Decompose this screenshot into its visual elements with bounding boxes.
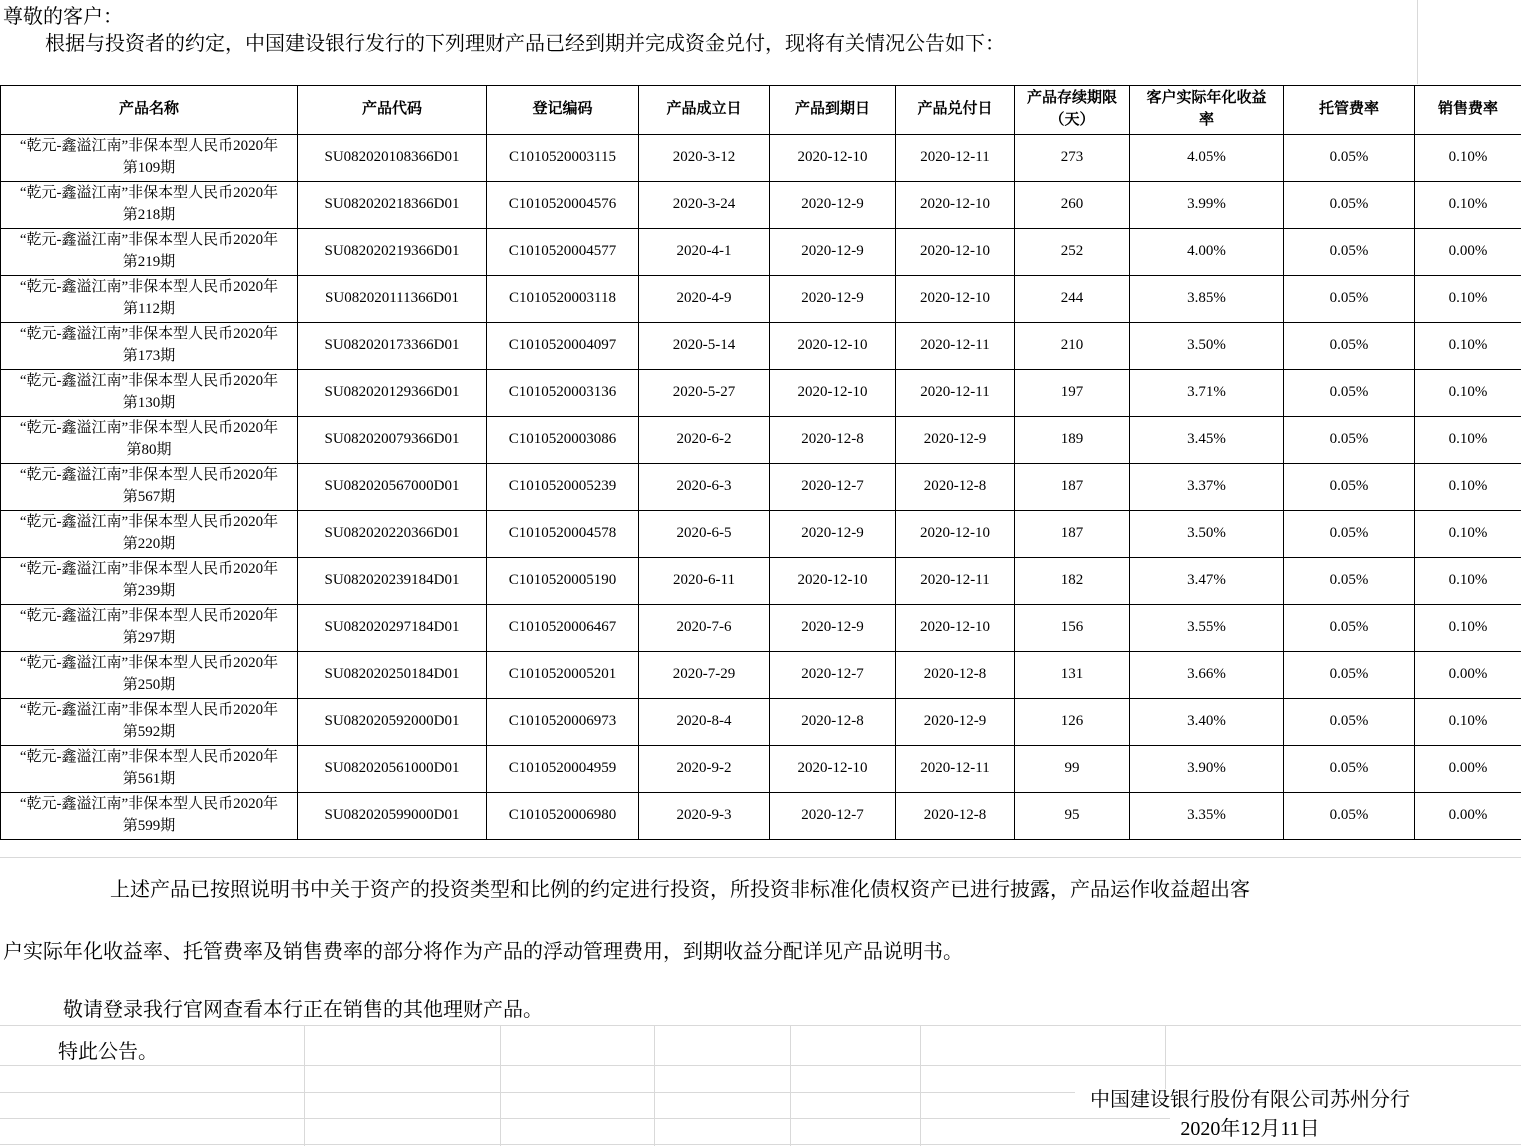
col-header-product-code: 产品代码 [298,86,487,135]
cell-annualized-yield: 4.00% [1130,229,1284,276]
cell-product-name: “乾元-鑫溢江南”非保本型人民币2020年 第239期 [1,558,298,605]
cell-start-date: 2020-5-27 [639,370,770,417]
cell-custody-fee: 0.05% [1284,464,1415,511]
cell-maturity-date: 2020-12-7 [770,464,896,511]
cell-product-code: SU082020219366D01 [298,229,487,276]
cell-custody-fee: 0.05% [1284,276,1415,323]
cell-product-name: “乾元-鑫溢江南”非保本型人民币2020年 第80期 [1,417,298,464]
cell-registration-code: C1010520005239 [487,464,639,511]
table-row [1,182,1521,229]
table-row [1,746,1521,793]
gridline [0,1144,1521,1145]
cell-maturity-date: 2020-12-10 [770,370,896,417]
cell-duration-days: 210 [1015,323,1130,370]
cell-payment-date: 2020-12-10 [896,511,1015,558]
cell-maturity-date: 2020-12-9 [770,229,896,276]
table-row [1,652,1521,699]
cell-duration-days: 187 [1015,511,1130,558]
cell-product-name: “乾元-鑫溢江南”非保本型人民币2020年 第297期 [1,605,298,652]
cell-custody-fee: 0.05% [1284,135,1415,182]
cell-start-date: 2020-4-9 [639,276,770,323]
table-row [1,558,1521,605]
cell-duration-days: 99 [1015,746,1130,793]
salutation: 尊敬的客户： [3,6,123,28]
table-row [1,323,1521,370]
cell-payment-date: 2020-12-8 [896,464,1015,511]
cell-payment-date: 2020-12-11 [896,558,1015,605]
col-header-payment-date: 产品兑付日 [896,86,1015,135]
cell-payment-date: 2020-12-9 [896,699,1015,746]
cell-product-code: SU082020220366D01 [298,511,487,558]
cell-product-code: SU082020129366D01 [298,370,487,417]
gridline [0,1025,1521,1026]
table-body [1,135,1521,840]
cell-custody-fee: 0.05% [1284,558,1415,605]
cell-product-code: SU082020239184D01 [298,558,487,605]
cell-annualized-yield: 3.66% [1130,652,1284,699]
cell-product-code: SU082020599000D01 [298,793,487,840]
table-row [1,699,1521,746]
cell-annualized-yield: 3.99% [1130,182,1284,229]
col-header-custody-fee: 托管费率 [1284,86,1415,135]
cell-product-name: “乾元-鑫溢江南”非保本型人民币2020年 第250期 [1,652,298,699]
cell-custody-fee: 0.05% [1284,746,1415,793]
cell-start-date: 2020-6-2 [639,417,770,464]
cell-registration-code: C1010520005201 [487,652,639,699]
gridline [1165,1025,1166,1089]
table-row [1,135,1521,182]
cell-annualized-yield: 3.90% [1130,746,1284,793]
cell-sales-fee: 0.10% [1415,464,1521,511]
cell-start-date: 2020-8-4 [639,699,770,746]
table-row [1,229,1521,276]
cell-product-name: “乾元-鑫溢江南”非保本型人民币2020年 第173期 [1,323,298,370]
cell-payment-date: 2020-12-8 [896,793,1015,840]
cell-duration-days: 131 [1015,652,1130,699]
gridline [0,1092,1075,1093]
intro-text: 根据与投资者的约定，中国建设银行发行的下列理财产品已经到期并完成资金兑付，现将有关情况公告如下： [45,33,1005,55]
cell-payment-date: 2020-12-11 [896,746,1015,793]
cell-payment-date: 2020-12-10 [896,182,1015,229]
cell-duration-days: 182 [1015,558,1130,605]
signature-org: 中国建设银行股份有限公司苏州分行 [1090,1089,1410,1111]
cell-registration-code: C1010520003086 [487,417,639,464]
cell-duration-days: 273 [1015,135,1130,182]
cell-duration-days: 95 [1015,793,1130,840]
cell-sales-fee: 0.10% [1415,182,1521,229]
matured-products-table [0,85,1521,840]
cell-annualized-yield: 4.05% [1130,135,1284,182]
signature-date: 2020年12月11日 [1180,1118,1320,1140]
cell-product-code: SU082020567000D01 [298,464,487,511]
table-row [1,464,1521,511]
cell-sales-fee: 0.10% [1415,605,1521,652]
table-row [1,511,1521,558]
cell-sales-fee: 0.10% [1415,511,1521,558]
cell-product-code: SU082020173366D01 [298,323,487,370]
cell-product-name: “乾元-鑫溢江南”非保本型人民币2020年 第109期 [1,135,298,182]
cell-start-date: 2020-3-24 [639,182,770,229]
cell-maturity-date: 2020-12-10 [770,135,896,182]
cell-registration-code: C1010520006980 [487,793,639,840]
cell-registration-code: C1010520006467 [487,605,639,652]
cell-payment-date: 2020-12-11 [896,135,1015,182]
cell-start-date: 2020-6-3 [639,464,770,511]
cell-duration-days: 252 [1015,229,1130,276]
cell-annualized-yield: 3.71% [1130,370,1284,417]
gridline [0,857,1521,858]
cell-registration-code: C1010520003136 [487,370,639,417]
cell-start-date: 2020-6-5 [639,511,770,558]
gridline [0,1065,1521,1066]
cell-registration-code: C1010520006973 [487,699,639,746]
col-header-maturity-date: 产品到期日 [770,86,896,135]
cell-start-date: 2020-6-11 [639,558,770,605]
cell-sales-fee: 0.00% [1415,229,1521,276]
gridline [500,1025,501,1146]
cell-annualized-yield: 3.45% [1130,417,1284,464]
cell-maturity-date: 2020-12-9 [770,605,896,652]
cell-payment-date: 2020-12-10 [896,605,1015,652]
cell-payment-date: 2020-12-11 [896,370,1015,417]
cell-registration-code: C1010520004577 [487,229,639,276]
note-investment-disclosure-line2: 户实际年化收益率、托管费率及销售费率的部分将作为产品的浮动管理费用，到期收益分配详见产品说明书。 [3,941,963,963]
cell-payment-date: 2020-12-9 [896,417,1015,464]
cell-custody-fee: 0.05% [1284,605,1415,652]
cell-duration-days: 197 [1015,370,1130,417]
cell-annualized-yield: 3.50% [1130,323,1284,370]
cell-registration-code: C1010520004578 [487,511,639,558]
cell-product-code: SU082020218366D01 [298,182,487,229]
cell-start-date: 2020-9-2 [639,746,770,793]
gridline [0,1118,1170,1119]
cell-sales-fee: 0.10% [1415,417,1521,464]
cell-sales-fee: 0.10% [1415,558,1521,605]
cell-sales-fee: 0.10% [1415,699,1521,746]
cell-maturity-date: 2020-12-10 [770,323,896,370]
cell-product-name: “乾元-鑫溢江南”非保本型人民币2020年 第218期 [1,182,298,229]
col-header-annualized-yield: 客户实际年化收益率 [1130,86,1284,135]
cell-annualized-yield: 3.50% [1130,511,1284,558]
cell-custody-fee: 0.05% [1284,323,1415,370]
cell-product-name: “乾元-鑫溢江南”非保本型人民币2020年 第592期 [1,699,298,746]
cell-product-name: “乾元-鑫溢江南”非保本型人民币2020年 第561期 [1,746,298,793]
gridline [654,1025,655,1146]
gridline [920,1025,921,1146]
cell-start-date: 2020-3-12 [639,135,770,182]
cell-sales-fee: 0.10% [1415,370,1521,417]
cell-custody-fee: 0.05% [1284,370,1415,417]
table-row [1,417,1521,464]
table-row [1,605,1521,652]
cell-maturity-date: 2020-12-8 [770,699,896,746]
cell-maturity-date: 2020-12-10 [770,746,896,793]
cell-product-name: “乾元-鑫溢江南”非保本型人民币2020年 第219期 [1,229,298,276]
cell-registration-code: C1010520004576 [487,182,639,229]
cell-product-code: SU082020111366D01 [298,276,487,323]
cell-duration-days: 187 [1015,464,1130,511]
cell-registration-code: C1010520005190 [487,558,639,605]
cell-custody-fee: 0.05% [1284,229,1415,276]
cell-annualized-yield: 3.55% [1130,605,1284,652]
cell-start-date: 2020-7-29 [639,652,770,699]
col-header-registration-code: 登记编码 [487,86,639,135]
cell-start-date: 2020-5-14 [639,323,770,370]
note-investment-disclosure-line1: 上述产品已按照说明书中关于资产的投资类型和比例的约定进行投资，所投资非标准化债权资产已进行披露，产品运作收益超出客 [110,879,1250,901]
cell-sales-fee: 0.00% [1415,746,1521,793]
cell-custody-fee: 0.05% [1284,182,1415,229]
cell-payment-date: 2020-12-10 [896,276,1015,323]
cell-sales-fee: 0.10% [1415,323,1521,370]
cell-duration-days: 156 [1015,605,1130,652]
cell-product-name: “乾元-鑫溢江南”非保本型人民币2020年 第220期 [1,511,298,558]
cell-maturity-date: 2020-12-9 [770,276,896,323]
cell-product-name: “乾元-鑫溢江南”非保本型人民币2020年 第112期 [1,276,298,323]
gridline [1417,0,1418,84]
cell-annualized-yield: 3.37% [1130,464,1284,511]
cell-custody-fee: 0.05% [1284,417,1415,464]
cell-maturity-date: 2020-12-9 [770,511,896,558]
note-hereby-announced: 特此公告。 [58,1041,158,1063]
col-header-product-name: 产品名称 [1,86,298,135]
cell-sales-fee: 0.10% [1415,276,1521,323]
cell-registration-code: C1010520004959 [487,746,639,793]
col-header-sales-fee: 销售费率 [1415,86,1521,135]
col-header-start-date: 产品成立日 [639,86,770,135]
cell-annualized-yield: 3.40% [1130,699,1284,746]
cell-maturity-date: 2020-12-8 [770,417,896,464]
cell-annualized-yield: 3.47% [1130,558,1284,605]
gridline [790,1025,791,1146]
table-header-row [1,86,1521,135]
signature-block [1090,1089,1410,1140]
cell-maturity-date: 2020-12-10 [770,558,896,605]
cell-start-date: 2020-9-3 [639,793,770,840]
cell-product-code: SU082020297184D01 [298,605,487,652]
cell-sales-fee: 0.10% [1415,135,1521,182]
cell-payment-date: 2020-12-8 [896,652,1015,699]
cell-start-date: 2020-4-1 [639,229,770,276]
cell-registration-code: C1010520003118 [487,276,639,323]
cell-duration-days: 260 [1015,182,1130,229]
cell-annualized-yield: 3.85% [1130,276,1284,323]
cell-custody-fee: 0.05% [1284,793,1415,840]
cell-custody-fee: 0.05% [1284,511,1415,558]
cell-product-name: “乾元-鑫溢江南”非保本型人民币2020年 第130期 [1,370,298,417]
cell-duration-days: 189 [1015,417,1130,464]
cell-product-name: “乾元-鑫溢江南”非保本型人民币2020年 第567期 [1,464,298,511]
cell-payment-date: 2020-12-11 [896,323,1015,370]
cell-maturity-date: 2020-12-9 [770,182,896,229]
cell-sales-fee: 0.00% [1415,652,1521,699]
cell-start-date: 2020-7-6 [639,605,770,652]
cell-product-code: SU082020250184D01 [298,652,487,699]
cell-product-code: SU082020561000D01 [298,746,487,793]
cell-maturity-date: 2020-12-7 [770,793,896,840]
cell-product-name: “乾元-鑫溢江南”非保本型人民币2020年 第599期 [1,793,298,840]
cell-duration-days: 244 [1015,276,1130,323]
table-row [1,793,1521,840]
cell-payment-date: 2020-12-10 [896,229,1015,276]
cell-product-code: SU082020592000D01 [298,699,487,746]
cell-registration-code: C1010520003115 [487,135,639,182]
cell-custody-fee: 0.05% [1284,699,1415,746]
cell-sales-fee: 0.00% [1415,793,1521,840]
cell-annualized-yield: 3.35% [1130,793,1284,840]
cell-duration-days: 126 [1015,699,1130,746]
cell-custody-fee: 0.05% [1284,652,1415,699]
cell-registration-code: C1010520004097 [487,323,639,370]
cell-maturity-date: 2020-12-7 [770,652,896,699]
cell-product-code: SU082020108366D01 [298,135,487,182]
table-row [1,370,1521,417]
gridline [304,1025,305,1146]
note-visit-website: 敬请登录我行官网查看本行正在销售的其他理财产品。 [63,999,543,1021]
col-header-duration-days: 产品存续期限（天） [1015,86,1130,135]
table-row [1,276,1521,323]
cell-product-code: SU082020079366D01 [298,417,487,464]
